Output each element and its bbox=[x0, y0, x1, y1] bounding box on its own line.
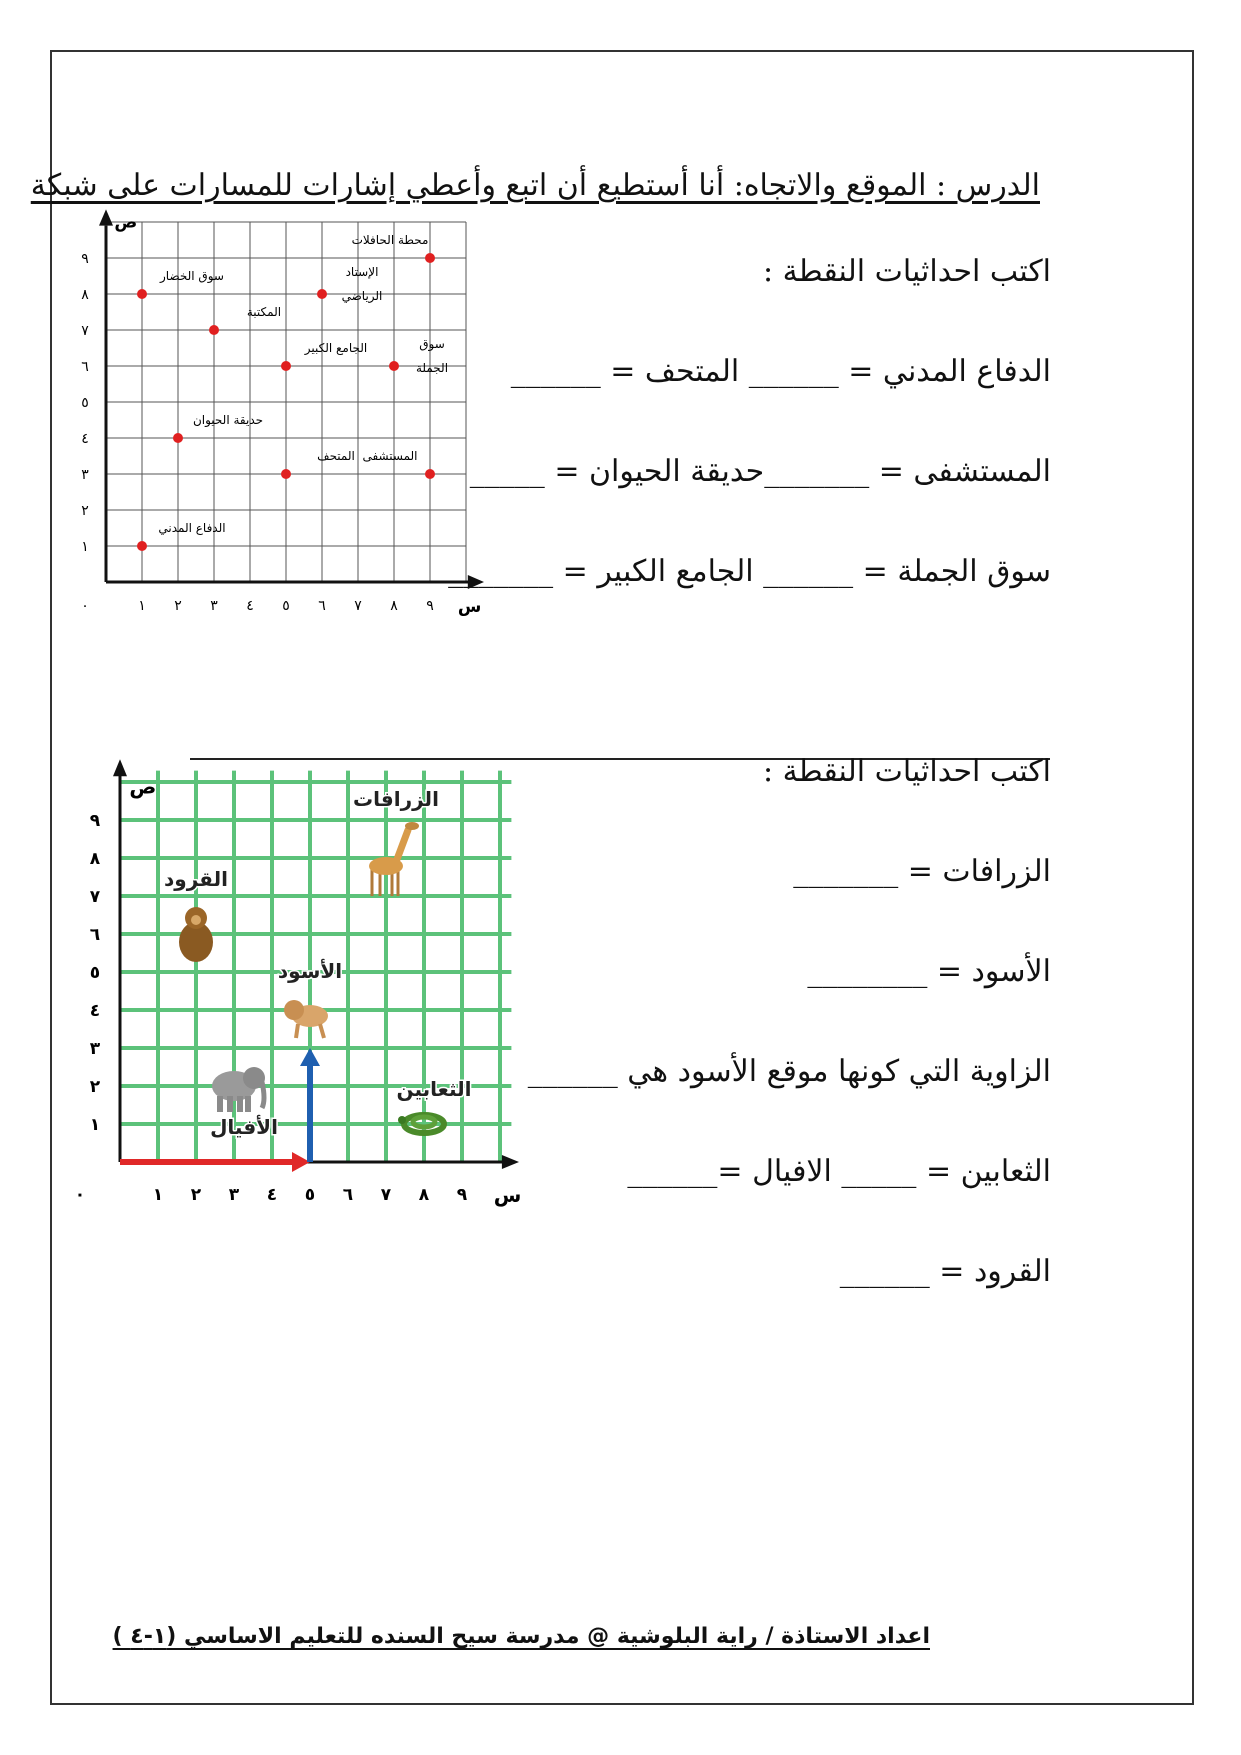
map-point-label: الجامع الكبير bbox=[304, 341, 368, 355]
map-point-label: حديقة الحيوان bbox=[192, 413, 264, 427]
x-tick-label: ٤ bbox=[266, 1185, 278, 1205]
map-point-label: المكتبة bbox=[246, 305, 282, 319]
map-point-label: الجملة bbox=[415, 361, 449, 375]
y-tick-label: ١ bbox=[81, 539, 89, 555]
section1-question-3: سوق الجملة = ______ الجامع الكبير = _______ bbox=[448, 554, 1051, 589]
x-tick-label: ٧ bbox=[380, 1185, 392, 1205]
x-tick-label: ٥ bbox=[304, 1185, 316, 1205]
y-tick-label: ٦ bbox=[89, 925, 101, 945]
origin-label: ٠ bbox=[81, 598, 89, 614]
y-tick-label: ٤ bbox=[81, 431, 89, 447]
animal-label: القرود bbox=[164, 867, 228, 891]
map-point-label: المستشفى bbox=[362, 449, 418, 463]
y-tick-label: ٢ bbox=[81, 503, 89, 519]
y-tick-label: ٨ bbox=[89, 849, 101, 869]
map-point-label: المتحف bbox=[317, 449, 355, 463]
y-tick-label: ٦ bbox=[81, 359, 89, 375]
coordinate-grid-zoo bbox=[70, 760, 530, 1280]
y-tick-label: ٥ bbox=[81, 395, 89, 411]
y-tick-label: ٤ bbox=[89, 1001, 101, 1021]
y-tick-label: ٥ bbox=[89, 963, 101, 983]
lesson-title: الدرس : الموقع والاتجاه: أنا أستطيع أن اتبع وأعطي إشارات للمسارات على شبكة bbox=[30, 168, 1040, 203]
map-point bbox=[425, 253, 435, 263]
x-tick-label: ٣ bbox=[228, 1185, 240, 1205]
x-tick-label: ٨ bbox=[390, 598, 398, 614]
map-point bbox=[281, 361, 291, 371]
map-point bbox=[173, 433, 183, 443]
section1-question-1: الدفاع المدني = ______ المتحف = ______ bbox=[510, 354, 1051, 389]
x-tick-label: ٢ bbox=[190, 1185, 202, 1205]
section2-heading: اكتب احداثيات النقطة : bbox=[763, 754, 1051, 789]
section2-question-giraffes: الزرافات = _______ bbox=[793, 854, 1051, 889]
x-tick-label: ٢ bbox=[174, 598, 182, 614]
map-point-label: الرياضي bbox=[341, 289, 383, 303]
animal-label: الأسود bbox=[277, 959, 343, 983]
y-tick-label: ٣ bbox=[81, 467, 89, 483]
y-tick-label: ١ bbox=[89, 1115, 101, 1135]
animal-label: الثعابين bbox=[396, 1077, 472, 1101]
x-tick-label: ٦ bbox=[342, 1185, 354, 1205]
map-point bbox=[425, 469, 435, 479]
y-tick-label: ٩ bbox=[89, 811, 101, 831]
map-point-label: محطة الحافلات bbox=[351, 233, 429, 247]
y-tick-label: ٧ bbox=[89, 887, 101, 907]
map-point-label: سوق الخضار bbox=[160, 269, 224, 283]
map-point bbox=[281, 469, 291, 479]
x-tick-label: ٥ bbox=[282, 598, 290, 614]
y-tick-label: ٢ bbox=[89, 1077, 101, 1097]
map-point-label: الإستاد bbox=[345, 265, 379, 279]
map-point-label: الدفاع المدني bbox=[158, 521, 226, 535]
y-tick-label: ٣ bbox=[89, 1039, 101, 1059]
x-tick-label: ٩ bbox=[456, 1185, 468, 1205]
x-axis-label: س bbox=[457, 597, 482, 617]
x-tick-label: ٣ bbox=[210, 598, 218, 614]
origin-label: ٠ bbox=[74, 1185, 86, 1205]
map-point bbox=[389, 361, 399, 371]
x-tick-label: ١ bbox=[138, 598, 146, 614]
y-axis-label: ص bbox=[129, 774, 157, 799]
y-axis-label: ص bbox=[114, 212, 138, 233]
y-tick-label: ٩ bbox=[81, 251, 89, 267]
coordinate-grid-map bbox=[70, 212, 510, 620]
animal-label: الزرافات bbox=[353, 787, 439, 811]
section2-question-snakes-elephants: الثعابين = _____ الافيال =______ bbox=[627, 1154, 1051, 1189]
map-point bbox=[317, 289, 327, 299]
x-tick-label: ٧ bbox=[354, 598, 362, 614]
section2-question-angle: الزاوية التي كونها موقع الأسود هي ______ bbox=[527, 1054, 1051, 1089]
footer-credit: اعداد الاستاذة / راية البلوشية @ مدرسة سيح السنده للتعليم الاساسي (١-٤ ) bbox=[112, 1624, 930, 1649]
section2-question-monkeys: القرود = ______ bbox=[839, 1254, 1051, 1289]
x-tick-label: ٨ bbox=[418, 1185, 430, 1205]
map-point bbox=[209, 325, 219, 335]
y-tick-label: ٧ bbox=[81, 323, 89, 339]
map-point bbox=[137, 289, 147, 299]
x-tick-label: ١ bbox=[152, 1185, 164, 1205]
y-axis-arrow bbox=[113, 759, 127, 776]
x-tick-label: ٤ bbox=[246, 598, 254, 614]
section1-heading: اكتب احداثيات النقطة : bbox=[763, 254, 1051, 289]
y-tick-label: ٨ bbox=[81, 287, 89, 303]
animal-label: الأفيال bbox=[210, 1115, 278, 1139]
x-tick-label: ٦ bbox=[318, 598, 326, 614]
map-point bbox=[137, 541, 147, 551]
section2-question-lions: الأسود = ________ bbox=[807, 954, 1051, 989]
section1-question-2: المستشفى = _______حديقة الحيوان = _____ bbox=[469, 454, 1051, 489]
x-axis-label: س bbox=[493, 1183, 522, 1207]
x-tick-label: ٩ bbox=[426, 598, 434, 614]
map-point-label: سوق bbox=[419, 337, 445, 351]
